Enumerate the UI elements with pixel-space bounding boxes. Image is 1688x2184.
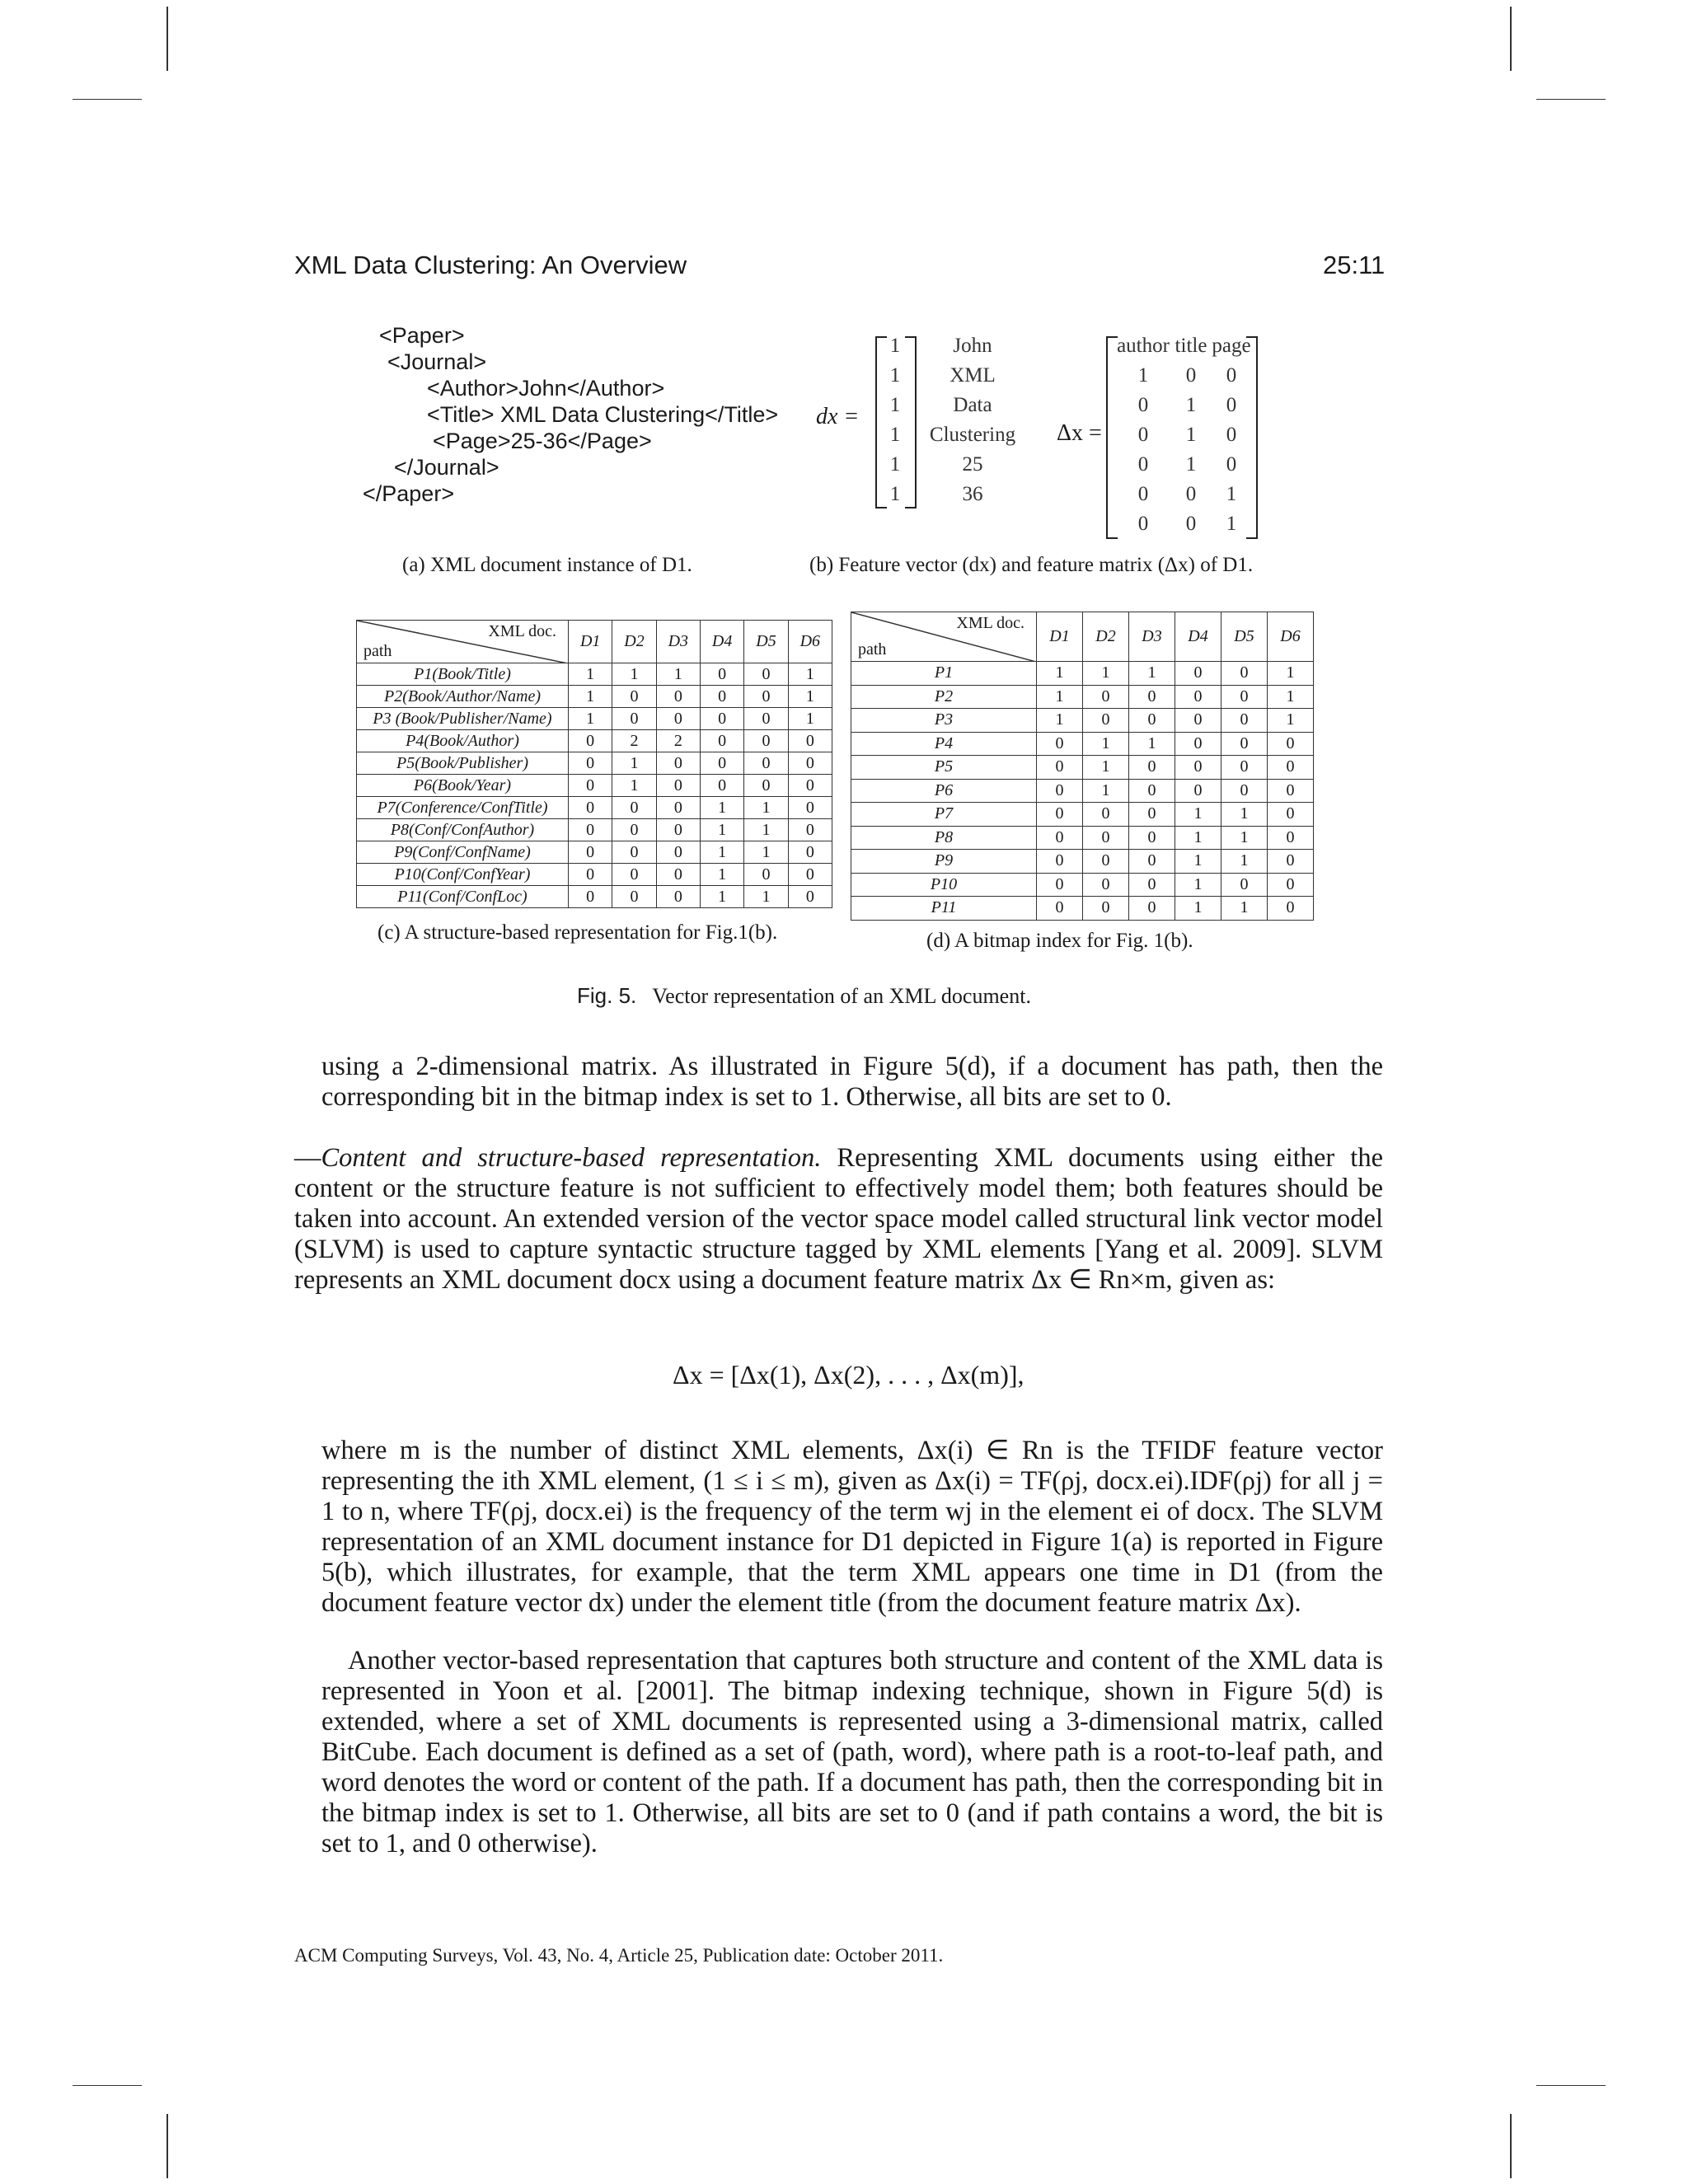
- delta-cell: 0: [1137, 483, 1149, 505]
- value-cell: 0: [1268, 779, 1314, 803]
- value-cell: 0: [1037, 897, 1083, 921]
- path-cell: P4(Book/Author): [357, 730, 569, 752]
- table-row: [357, 686, 832, 708]
- delta-cell: 0: [1185, 513, 1197, 535]
- xml-line: <Paper>: [379, 323, 465, 348]
- value-cell: 0: [1175, 756, 1221, 780]
- caption-b: (b) Feature vector (dx) and feature matrix (Δx) of D1.: [809, 554, 1254, 576]
- value-cell: 1: [744, 797, 788, 819]
- value-cell: 0: [1083, 850, 1129, 874]
- value-cell: 0: [1129, 709, 1175, 733]
- table-row: [357, 797, 832, 819]
- value-cell: 0: [612, 686, 656, 708]
- dx-count: 1: [889, 394, 901, 416]
- table-row: [851, 779, 1314, 803]
- path-cell: P7: [851, 803, 1037, 827]
- dx-term: 25: [962, 453, 983, 476]
- value-cell: 0: [1175, 779, 1221, 803]
- crop-mark: [1536, 99, 1606, 100]
- value-cell: 1: [744, 886, 788, 908]
- figure-title: Vector representation of an XML document.: [652, 984, 1031, 1008]
- dx-count: 1: [889, 483, 901, 505]
- value-cell: 0: [1129, 897, 1175, 921]
- delta-cell: 0: [1226, 453, 1237, 476]
- value-cell: 0: [1083, 826, 1129, 850]
- value-cell: 0: [1129, 756, 1175, 780]
- delta-cell: 0: [1226, 424, 1237, 446]
- path-cell: P4: [851, 732, 1037, 756]
- value-cell: 1: [700, 797, 743, 819]
- value-cell: 0: [656, 864, 700, 886]
- value-cell: 1: [788, 686, 832, 708]
- value-cell: 1: [1037, 685, 1083, 709]
- value-cell: 0: [1083, 803, 1129, 827]
- crop-mark: [166, 2114, 168, 2178]
- dx-count: 1: [889, 335, 901, 357]
- right-bracket: [905, 336, 917, 509]
- col-header: D2: [1083, 612, 1129, 662]
- corner-cell: [357, 621, 569, 663]
- value-cell: 0: [1268, 897, 1314, 921]
- table-row: [357, 841, 832, 864]
- value-cell: 0: [1221, 756, 1268, 780]
- value-cell: 0: [656, 708, 700, 730]
- value-cell: 1: [700, 864, 743, 886]
- value-cell: 0: [569, 886, 612, 908]
- value-cell: 1: [1129, 732, 1175, 756]
- value-cell: 1: [1175, 873, 1221, 897]
- delta-header: page: [1212, 335, 1251, 357]
- paragraph: where m is the number of distinct XML elements, Δx(i) ∈ Rn is the TFIDF feature vector representing the ith XML element, (1 ≤ i ≤ m), given as Δx(i) = TF(ρj, docx.ei).IDF(ρj) for all j = 1 to n, where TF(ρj, docx.ei) is the frequency of the term wj in the element ei of docx. The SLVM representation of an XML document instance for D1 depicted in Figure 1(a) is reported in Figure 5(b), which illustrates, for example, that the term XML appears one time in D1 (from the document feature vector dx) under the element title (from the document feature matrix Δx).: [321, 1436, 1383, 1618]
- value-cell: 1: [744, 819, 788, 841]
- table-row: [851, 662, 1314, 686]
- path-cell: P6: [851, 779, 1037, 803]
- col-header: D5: [1221, 612, 1268, 662]
- value-cell: 0: [700, 663, 743, 686]
- path-cell: P11(Conf/ConfLoc): [357, 886, 569, 908]
- col-header: D6: [788, 621, 832, 663]
- value-cell: 0: [1268, 803, 1314, 827]
- value-cell: 1: [1083, 756, 1129, 780]
- table-row: [357, 775, 832, 797]
- table-row: [357, 708, 832, 730]
- dx-label: dx =: [816, 404, 860, 429]
- corner-top: XML doc.: [488, 622, 556, 640]
- col-header: D2: [612, 621, 656, 663]
- value-cell: 0: [569, 864, 612, 886]
- value-cell: 0: [1221, 779, 1268, 803]
- value-cell: 0: [612, 864, 656, 886]
- col-header: D3: [656, 621, 700, 663]
- em-dash: —: [294, 1143, 321, 1173]
- value-cell: 1: [612, 752, 656, 775]
- table-row: [851, 826, 1314, 850]
- value-cell: 0: [1175, 685, 1221, 709]
- value-cell: 0: [1221, 732, 1268, 756]
- value-cell: 0: [788, 886, 832, 908]
- col-header: D4: [1175, 612, 1221, 662]
- bitmap-table: [851, 612, 1314, 921]
- delta-cell: 0: [1185, 364, 1197, 387]
- value-cell: 0: [1268, 756, 1314, 780]
- table-row: [357, 864, 832, 886]
- value-cell: 1: [1083, 779, 1129, 803]
- item-text: Representing XML documents using either the content or the structure feature is not sufficient to effectively model them; both features should be taken into account. An extended version of the vector space model called structural link vector model (SLVM) is used to capture syntactic structure tagged by XML elements [Yang et al. 2009]. SLVM represents an XML document docx using a document feature matrix Δx ∈ Rn×m, given as:: [294, 1143, 1383, 1295]
- value-cell: 0: [1175, 732, 1221, 756]
- delta-cell: 0: [1137, 394, 1149, 416]
- dx-count: 1: [889, 424, 901, 446]
- value-cell: 0: [569, 730, 612, 752]
- value-cell: 1: [1083, 732, 1129, 756]
- value-cell: 1: [1221, 897, 1268, 921]
- corner-bottom: path: [363, 642, 392, 660]
- delta-cell: 1: [1226, 513, 1237, 535]
- running-title: XML Data Clustering: An Overview: [294, 251, 687, 279]
- corner-cell: [851, 612, 1037, 662]
- table-row: [357, 730, 832, 752]
- table-row: [851, 756, 1314, 780]
- delta-cell: 1: [1185, 424, 1197, 446]
- value-cell: 0: [1129, 685, 1175, 709]
- table-row: [851, 803, 1314, 827]
- path-cell: P1(Book/Title): [357, 663, 569, 686]
- value-cell: 0: [1175, 662, 1221, 686]
- path-cell: P5: [851, 756, 1037, 780]
- value-cell: 0: [788, 730, 832, 752]
- value-cell: 1: [612, 663, 656, 686]
- value-cell: 1: [700, 841, 743, 864]
- value-cell: 1: [656, 663, 700, 686]
- xml-line: <Journal>: [387, 349, 487, 374]
- value-cell: 0: [788, 752, 832, 775]
- value-cell: 1: [612, 775, 656, 797]
- value-cell: 0: [1221, 662, 1268, 686]
- value-cell: 0: [1129, 803, 1175, 827]
- value-cell: 0: [612, 797, 656, 819]
- crop-mark: [73, 2085, 142, 2086]
- list-item: [294, 1143, 1383, 1296]
- value-cell: 0: [569, 775, 612, 797]
- delta-cell: 0: [1137, 513, 1149, 535]
- paragraph: Another vector-based representation that captures both structure and content of the XML data is represented in Yoon et al. [2001]. The bitmap indexing technique, shown in Figure 5(d) is extended, where a set of XML documents is represented using a 3-dimensional matrix, called BitCube. Each document is defined as a set of (path, word), where path is a root-to-leaf path, and word denotes the word or content of the path. If a document has path, then the corresponding bit in the bitmap index is set to 1. Otherwise, all bits are set to 0 (and if path contains a word, the bit is set to 1, and 0 otherwise).: [321, 1646, 1383, 1858]
- crop-mark: [166, 7, 168, 71]
- caption-a: (a) XML document instance of D1.: [402, 554, 692, 576]
- value-cell: 2: [656, 730, 700, 752]
- value-cell: 2: [612, 730, 656, 752]
- value-cell: 0: [1037, 756, 1083, 780]
- xml-line: <Page>25-36</Page>: [433, 429, 652, 453]
- path-cell: P2(Book/Author/Name): [357, 686, 569, 708]
- value-cell: 1: [1221, 850, 1268, 874]
- dx-count: 1: [889, 453, 901, 476]
- table-row: [851, 850, 1314, 874]
- value-cell: 0: [569, 819, 612, 841]
- figure-label: Fig. 5.: [577, 983, 637, 1008]
- col-header: D3: [1129, 612, 1175, 662]
- caption-c: (c) A structure-based representation for Fig.1(b).: [377, 921, 778, 944]
- corner-top: XML doc.: [956, 614, 1025, 632]
- col-header: D4: [700, 621, 743, 663]
- table-row: [851, 685, 1314, 709]
- col-header: D6: [1268, 612, 1314, 662]
- crop-mark: [1536, 2085, 1606, 2086]
- path-cell: P5(Book/Publisher): [357, 752, 569, 775]
- value-cell: 1: [569, 663, 612, 686]
- delta-cell: 0: [1226, 394, 1237, 416]
- path-cell: P10(Conf/ConfYear): [357, 864, 569, 886]
- corner-bottom: path: [858, 640, 887, 658]
- delta-cell: 1: [1185, 394, 1197, 416]
- dx-term: Clustering: [929, 424, 1016, 446]
- value-cell: 0: [744, 686, 788, 708]
- path-cell: P9: [851, 850, 1037, 874]
- value-cell: 0: [744, 752, 788, 775]
- page-number: 25:11: [1323, 251, 1386, 279]
- dx-term: John: [953, 335, 992, 357]
- value-cell: 1: [1175, 897, 1221, 921]
- delta-cell: 1: [1185, 453, 1197, 476]
- value-cell: 0: [656, 752, 700, 775]
- dx-term: Data: [953, 394, 992, 416]
- value-cell: 0: [1083, 897, 1129, 921]
- value-cell: 0: [1083, 873, 1129, 897]
- table-row: [851, 732, 1314, 756]
- value-cell: 1: [700, 886, 743, 908]
- value-cell: 0: [612, 886, 656, 908]
- delta-label: Δx =: [1057, 420, 1102, 446]
- value-cell: 0: [612, 841, 656, 864]
- value-cell: 0: [1037, 826, 1083, 850]
- dx-count: 1: [889, 364, 901, 387]
- col-header: D1: [569, 621, 612, 663]
- value-cell: 0: [700, 775, 743, 797]
- figure-caption: [577, 983, 1031, 1009]
- table-row: [357, 819, 832, 841]
- value-cell: 0: [1083, 709, 1129, 733]
- value-cell: 0: [1268, 826, 1314, 850]
- value-cell: 0: [1037, 803, 1083, 827]
- value-cell: 0: [612, 708, 656, 730]
- path-cell: P2: [851, 685, 1037, 709]
- value-cell: 0: [1083, 685, 1129, 709]
- delta-header: author: [1117, 335, 1170, 357]
- value-cell: 1: [1268, 662, 1314, 686]
- value-cell: 0: [1221, 685, 1268, 709]
- value-cell: 0: [700, 752, 743, 775]
- value-cell: 1: [1175, 826, 1221, 850]
- path-cell: P1: [851, 662, 1037, 686]
- structure-table: [356, 620, 832, 908]
- value-cell: 1: [1268, 709, 1314, 733]
- crop-mark: [1510, 2114, 1512, 2178]
- value-cell: 0: [569, 797, 612, 819]
- delta-cell: 0: [1137, 453, 1149, 476]
- col-header: D1: [1037, 612, 1083, 662]
- value-cell: 0: [1037, 873, 1083, 897]
- value-cell: 0: [788, 864, 832, 886]
- value-cell: 0: [744, 864, 788, 886]
- value-cell: 0: [788, 841, 832, 864]
- delta-cell: 1: [1137, 364, 1149, 387]
- value-cell: 0: [1268, 850, 1314, 874]
- journal-footer: ACM Computing Surveys, Vol. 43, No. 4, Article 25, Publication date: October 2011.: [294, 1945, 944, 1966]
- value-cell: 0: [656, 797, 700, 819]
- value-cell: 1: [1221, 826, 1268, 850]
- value-cell: 0: [1129, 826, 1175, 850]
- value-cell: 1: [1221, 803, 1268, 827]
- path-cell: P8(Conf/ConfAuthor): [357, 819, 569, 841]
- value-cell: 1: [744, 841, 788, 864]
- value-cell: 0: [744, 663, 788, 686]
- path-cell: P9(Conf/ConfName): [357, 841, 569, 864]
- value-cell: 0: [656, 775, 700, 797]
- item-title: Content and structure-based representation.: [321, 1143, 822, 1173]
- caption-d: (d) A bitmap index for Fig. 1(b).: [926, 930, 1193, 952]
- value-cell: 0: [1221, 709, 1268, 733]
- paragraph: using a 2-dimensional matrix. As illustrated in Figure 5(d), if a document has path, then the corresponding bit in the bitmap index is set to 1. Otherwise, all bits are set to 0.: [321, 1052, 1383, 1112]
- table-row: [851, 897, 1314, 921]
- table-row: [357, 663, 832, 686]
- value-cell: 0: [1037, 779, 1083, 803]
- col-header: D5: [744, 621, 788, 663]
- value-cell: 0: [656, 841, 700, 864]
- path-cell: P6(Book/Year): [357, 775, 569, 797]
- value-cell: 0: [1037, 850, 1083, 874]
- value-cell: 0: [569, 841, 612, 864]
- table-row: [357, 752, 832, 775]
- table-row: [851, 709, 1314, 733]
- value-cell: 1: [1175, 803, 1221, 827]
- value-cell: 0: [569, 752, 612, 775]
- value-cell: 0: [656, 886, 700, 908]
- xml-line: </Paper>: [363, 481, 455, 506]
- crop-mark: [73, 99, 142, 100]
- value-cell: 1: [1175, 850, 1221, 874]
- value-cell: 0: [788, 819, 832, 841]
- value-cell: 0: [744, 708, 788, 730]
- delta-cell: 0: [1226, 364, 1237, 387]
- delta-cell: 0: [1185, 483, 1197, 505]
- delta-cell: 1: [1226, 483, 1237, 505]
- value-cell: 1: [788, 708, 832, 730]
- value-cell: 0: [1175, 709, 1221, 733]
- xml-line: <Title> XML Data Clustering</Title>: [427, 402, 779, 427]
- path-cell: P3: [851, 709, 1037, 733]
- value-cell: 1: [569, 686, 612, 708]
- value-cell: 0: [656, 819, 700, 841]
- dx-term: 36: [962, 483, 983, 505]
- crop-mark: [1510, 7, 1512, 71]
- value-cell: 0: [744, 775, 788, 797]
- value-cell: 1: [1268, 685, 1314, 709]
- value-cell: 1: [569, 708, 612, 730]
- dx-term: XML: [950, 364, 996, 387]
- value-cell: 0: [1268, 873, 1314, 897]
- path-cell: P8: [851, 826, 1037, 850]
- path-cell: P10: [851, 873, 1037, 897]
- value-cell: 0: [1268, 732, 1314, 756]
- value-cell: 0: [612, 819, 656, 841]
- value-cell: 1: [1037, 709, 1083, 733]
- xml-line: </Journal>: [394, 455, 499, 480]
- value-cell: 0: [700, 730, 743, 752]
- table-row: [851, 873, 1314, 897]
- value-cell: 0: [788, 775, 832, 797]
- value-cell: 0: [700, 708, 743, 730]
- value-cell: 0: [1221, 873, 1268, 897]
- value-cell: 1: [700, 819, 743, 841]
- path-cell: P11: [851, 897, 1037, 921]
- equation: Δx = [Δx(1), Δx(2), . . . , Δx(m)],: [673, 1360, 1025, 1390]
- value-cell: 0: [1129, 850, 1175, 874]
- delta-header: title: [1175, 335, 1207, 357]
- value-cell: 0: [744, 730, 788, 752]
- xml-line: <Author>John</Author>: [427, 376, 665, 401]
- value-cell: 0: [1037, 732, 1083, 756]
- value-cell: 1: [1129, 662, 1175, 686]
- value-cell: 1: [788, 663, 832, 686]
- value-cell: 0: [656, 686, 700, 708]
- value-cell: 0: [1129, 873, 1175, 897]
- value-cell: 0: [700, 686, 743, 708]
- value-cell: 0: [1129, 779, 1175, 803]
- delta-cell: 0: [1137, 424, 1149, 446]
- path-cell: P3 (Book/Publisher/Name): [357, 708, 569, 730]
- value-cell: 1: [1083, 662, 1129, 686]
- path-cell: P7(Conference/ConfTitle): [357, 797, 569, 819]
- table-row: [357, 886, 832, 908]
- value-cell: 0: [788, 797, 832, 819]
- value-cell: 1: [1037, 662, 1083, 686]
